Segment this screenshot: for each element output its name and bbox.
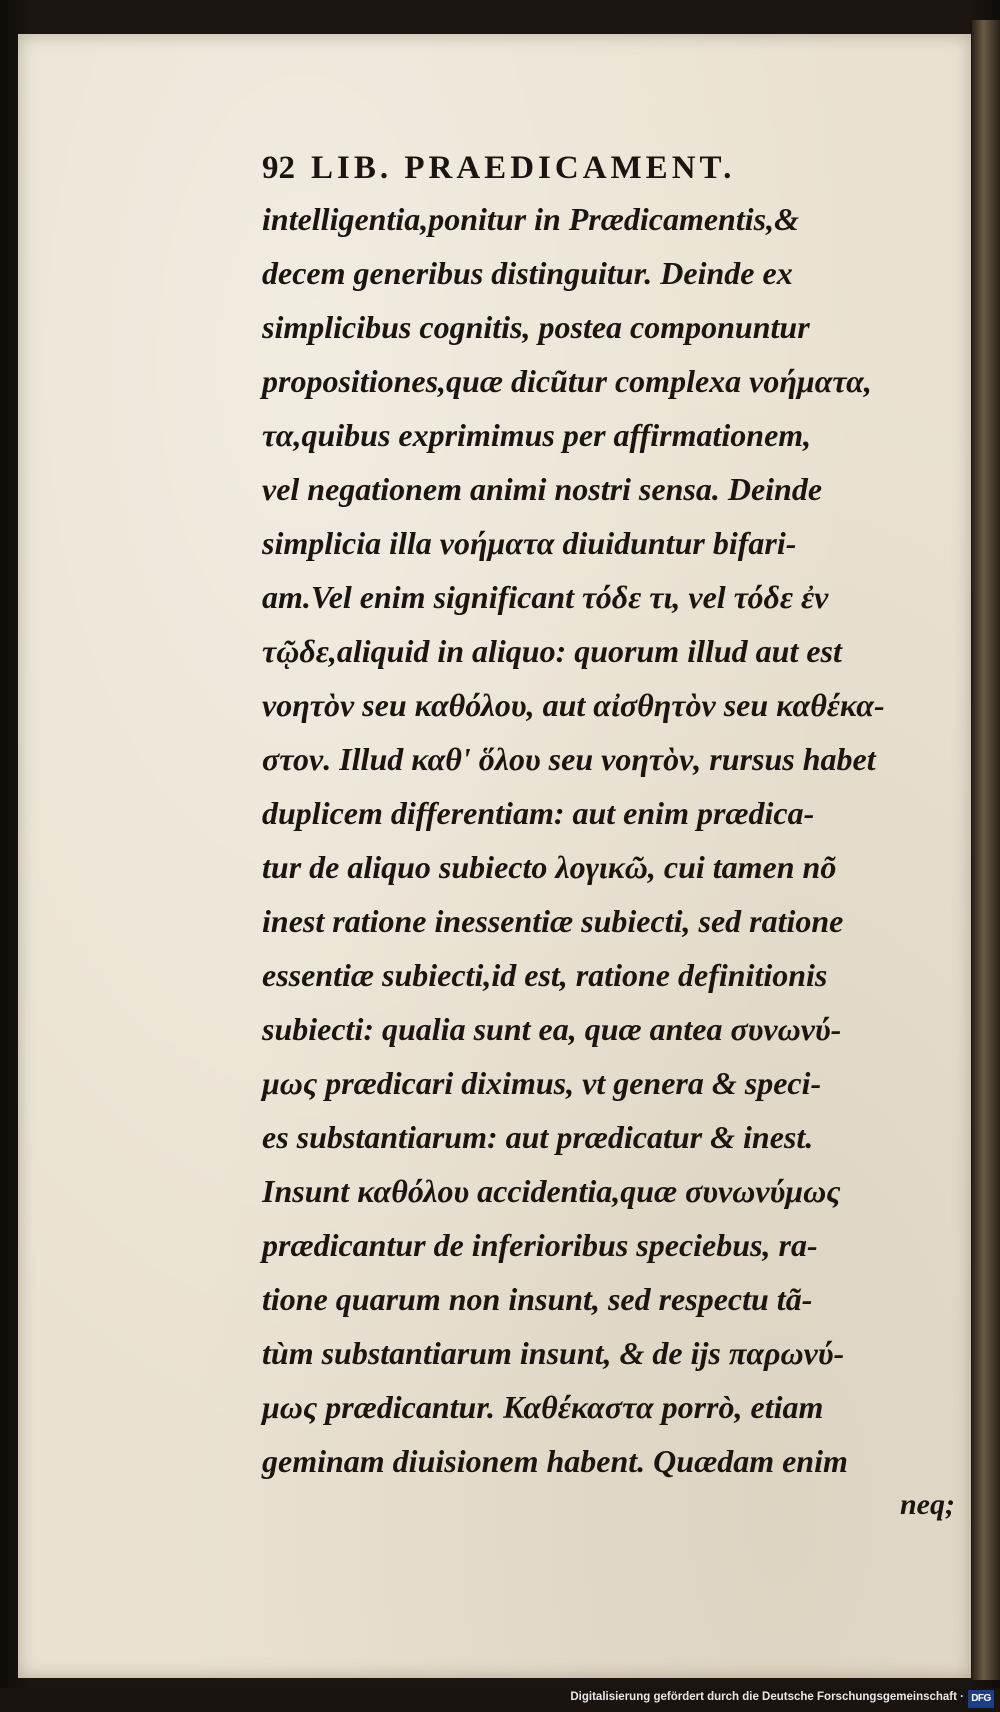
text-line-20: prædicantur de inferioribus speciebus, ra- [262,1227,818,1263]
text-line-3: simplicibus cognitis, postea componuntur [262,309,810,345]
text-line-16: subiecti: qualia sunt ea, quæ antea συνωνύ- [262,1011,842,1047]
text-line-21: tione quarum non insunt, sed respectu tã- [262,1281,813,1317]
text-line-6: vel negationem animi nostri sensa. Deinde [262,471,823,507]
text-line-10: νοητὸν seu καθόλου, aut αἰσθητὸν seu καθέκα- [262,687,885,723]
running-head [262,150,902,190]
catchword: neq; [900,1488,955,1521]
text-line-8: am.Vel enim significant τόδε τι, vel τόδε ἐν [262,579,829,615]
text-line-11: στον. Illud καθ' ὅλου seu νοητὸν, rursus habet [262,741,876,777]
text-line-12: duplicem differentiam: aut enim prædica- [262,795,815,831]
text-line-9: τῷδε,aliquid in aliquo: quorum illud aut est [262,633,842,669]
text-line-15: essentiæ subiecti,id est, ratione definitionis [262,957,828,993]
text-line-13: tur de aliquo subiecto λογικῶ, cui tamen nõ [262,849,837,885]
text-line-2: decem generibus distinguitur. Deinde ex [262,255,793,291]
text-line-19: Insunt καθόλου accidentia,quæ συνωνύμως [262,1173,841,1209]
text-line-17: μως prædicari diximus, vt genera & speci- [262,1065,822,1101]
book-fore-edge [972,20,1000,1680]
text-line-4: propositiones,quæ dicũtur complexa νοήματα, [262,363,872,399]
text-line-7: simplicia illa νοήματα diuiduntur bifari- [262,525,797,561]
text-line-1: intelligentia,ponitur in Prædicamentis,& [262,201,799,237]
dfg-logo-icon: DFG [968,1690,994,1708]
page-number: 92 [262,150,295,186]
running-head-title: LIB. PRAEDICAMENT. [311,150,736,186]
funding-credit: Digitalisierung gefördert durch die Deutsche Forschungsgemeinschaft · [570,1691,964,1703]
text-line-23: μως prædicantur. Καθέκαστα porrò, etiam [262,1389,824,1425]
text-line-24: geminam diuisionem habent. Quædam enim [262,1443,848,1479]
text-line-5: τα,quibus exprimimus per affirmationem, [262,417,812,453]
text-line-14: inest ratione inessentiæ subiecti, sed ratione [262,903,844,939]
text-line-18: es substantiarum: aut prædicatur & inest. [262,1119,814,1155]
text-line-22: tùm substantiarum insunt, & de ijs παρωνύ- [262,1335,845,1371]
